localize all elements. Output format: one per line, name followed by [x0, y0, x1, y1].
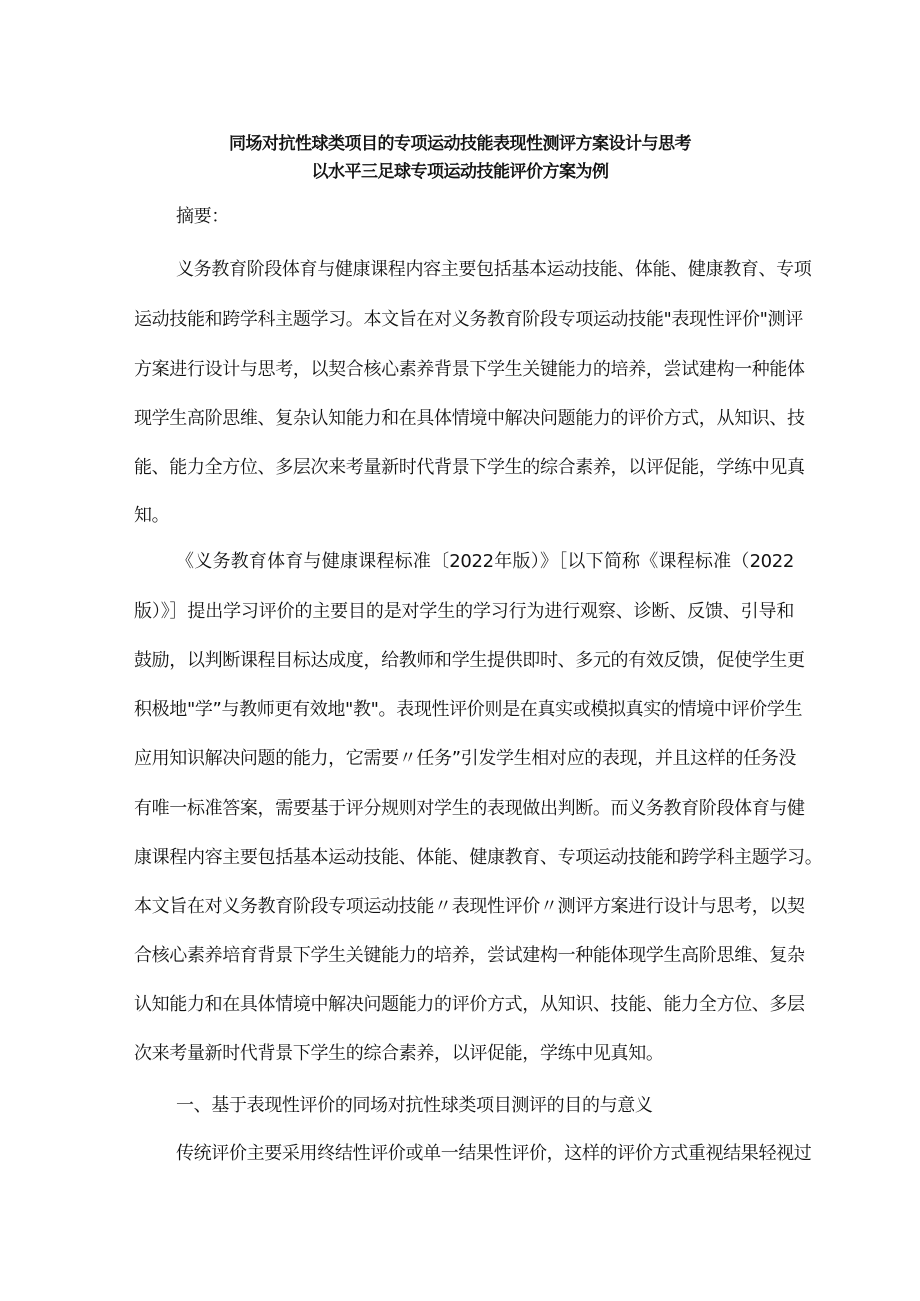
paragraph-line: 《义务教育体育与健康课程标准〔2022年版）》［以下简称《课程标准（2022 — [176, 551, 794, 572]
paragraph-line: 传统评价主要采用终结性评价或单一结果性评价，这样的评价方式重视结果轻视过 — [176, 1143, 812, 1164]
paragraph-line: 鼓励，以判断课程目标达成度，给教师和学生提供即时、多元的有效反馈，促使学生更 — [134, 650, 805, 671]
paragraph-line: 版）》］提出学习评价的主要目的是对学生的学习行为进行观察、诊断、反馈、引导和 — [134, 601, 794, 622]
paragraph-line: 应用知识解决问题的能力，它需要〃任务”引发学生相对应的表现，并且这样的任务没 — [134, 748, 797, 769]
paragraph-line: 次来考量新时代背景下学生的综合素养，以评促能，学练中见真知。 — [134, 1043, 664, 1064]
paragraph-line: 方案进行设计与思考，以契合核心素养背景下学生关键能力的培养，尝试建构一种能体 — [134, 359, 805, 380]
paragraph-line: 积极地"学”与教师更有效地"教"。表现性评价则是在真实或模拟真实的情境中评价学生 — [134, 699, 803, 720]
document-subtitle: 以水平三足球专项运动技能评价方案为例 — [311, 162, 609, 182]
paragraph-line: 义务教育阶段体育与健康课程内容主要包括基本运动技能、体能、健康教育、专项 — [176, 259, 812, 280]
paragraph-line: 合核心素养培育背景下学生关键能力的培养，尝试建构一种能体现学生高阶思维、复杂 — [134, 945, 805, 966]
paragraph-line: 认知能力和在具体情境中解决问题能力的评价方式，从知识、技能、能力全方位、多层 — [134, 994, 805, 1015]
paragraph-line: 有唯一标准答案，需要基于评分规则对学生的表现做出判断。而义务教育阶段体育与健 — [134, 798, 805, 819]
paragraph-line: 本文旨在对义务教育阶段专项运动技能〃表现性评价〃测评方案进行设计与思考，以契 — [134, 896, 805, 917]
paragraph-line: 能、能力全方位、多层次来考量新时代背景下学生的综合素养，以评促能，学练中见真 — [134, 457, 805, 478]
paragraph-line: 知。 — [134, 505, 170, 526]
paragraph-line: 现学生高阶思维、复杂认知能力和在具体情境中解决问题能力的评价方式，从知识、技 — [134, 408, 805, 429]
paragraph-line: 康课程内容主要包括基本运动技能、体能、健康教育、专项运动技能和跨学科主题学习。 — [134, 847, 823, 868]
paragraph-line: 运动技能和跨学科主题学习。本文旨在对义务教育阶段专项运动技能"表现性评价"测评 — [134, 309, 803, 330]
section-heading: 一、基于表现性评价的同场对抗性球类项目测评的目的与意义 — [176, 1095, 653, 1116]
abstract-label: 摘要： — [176, 206, 229, 227]
document-title: 同场对抗性球类项目的专项运动技能表现性测评方案设计与思考 — [229, 134, 691, 154]
